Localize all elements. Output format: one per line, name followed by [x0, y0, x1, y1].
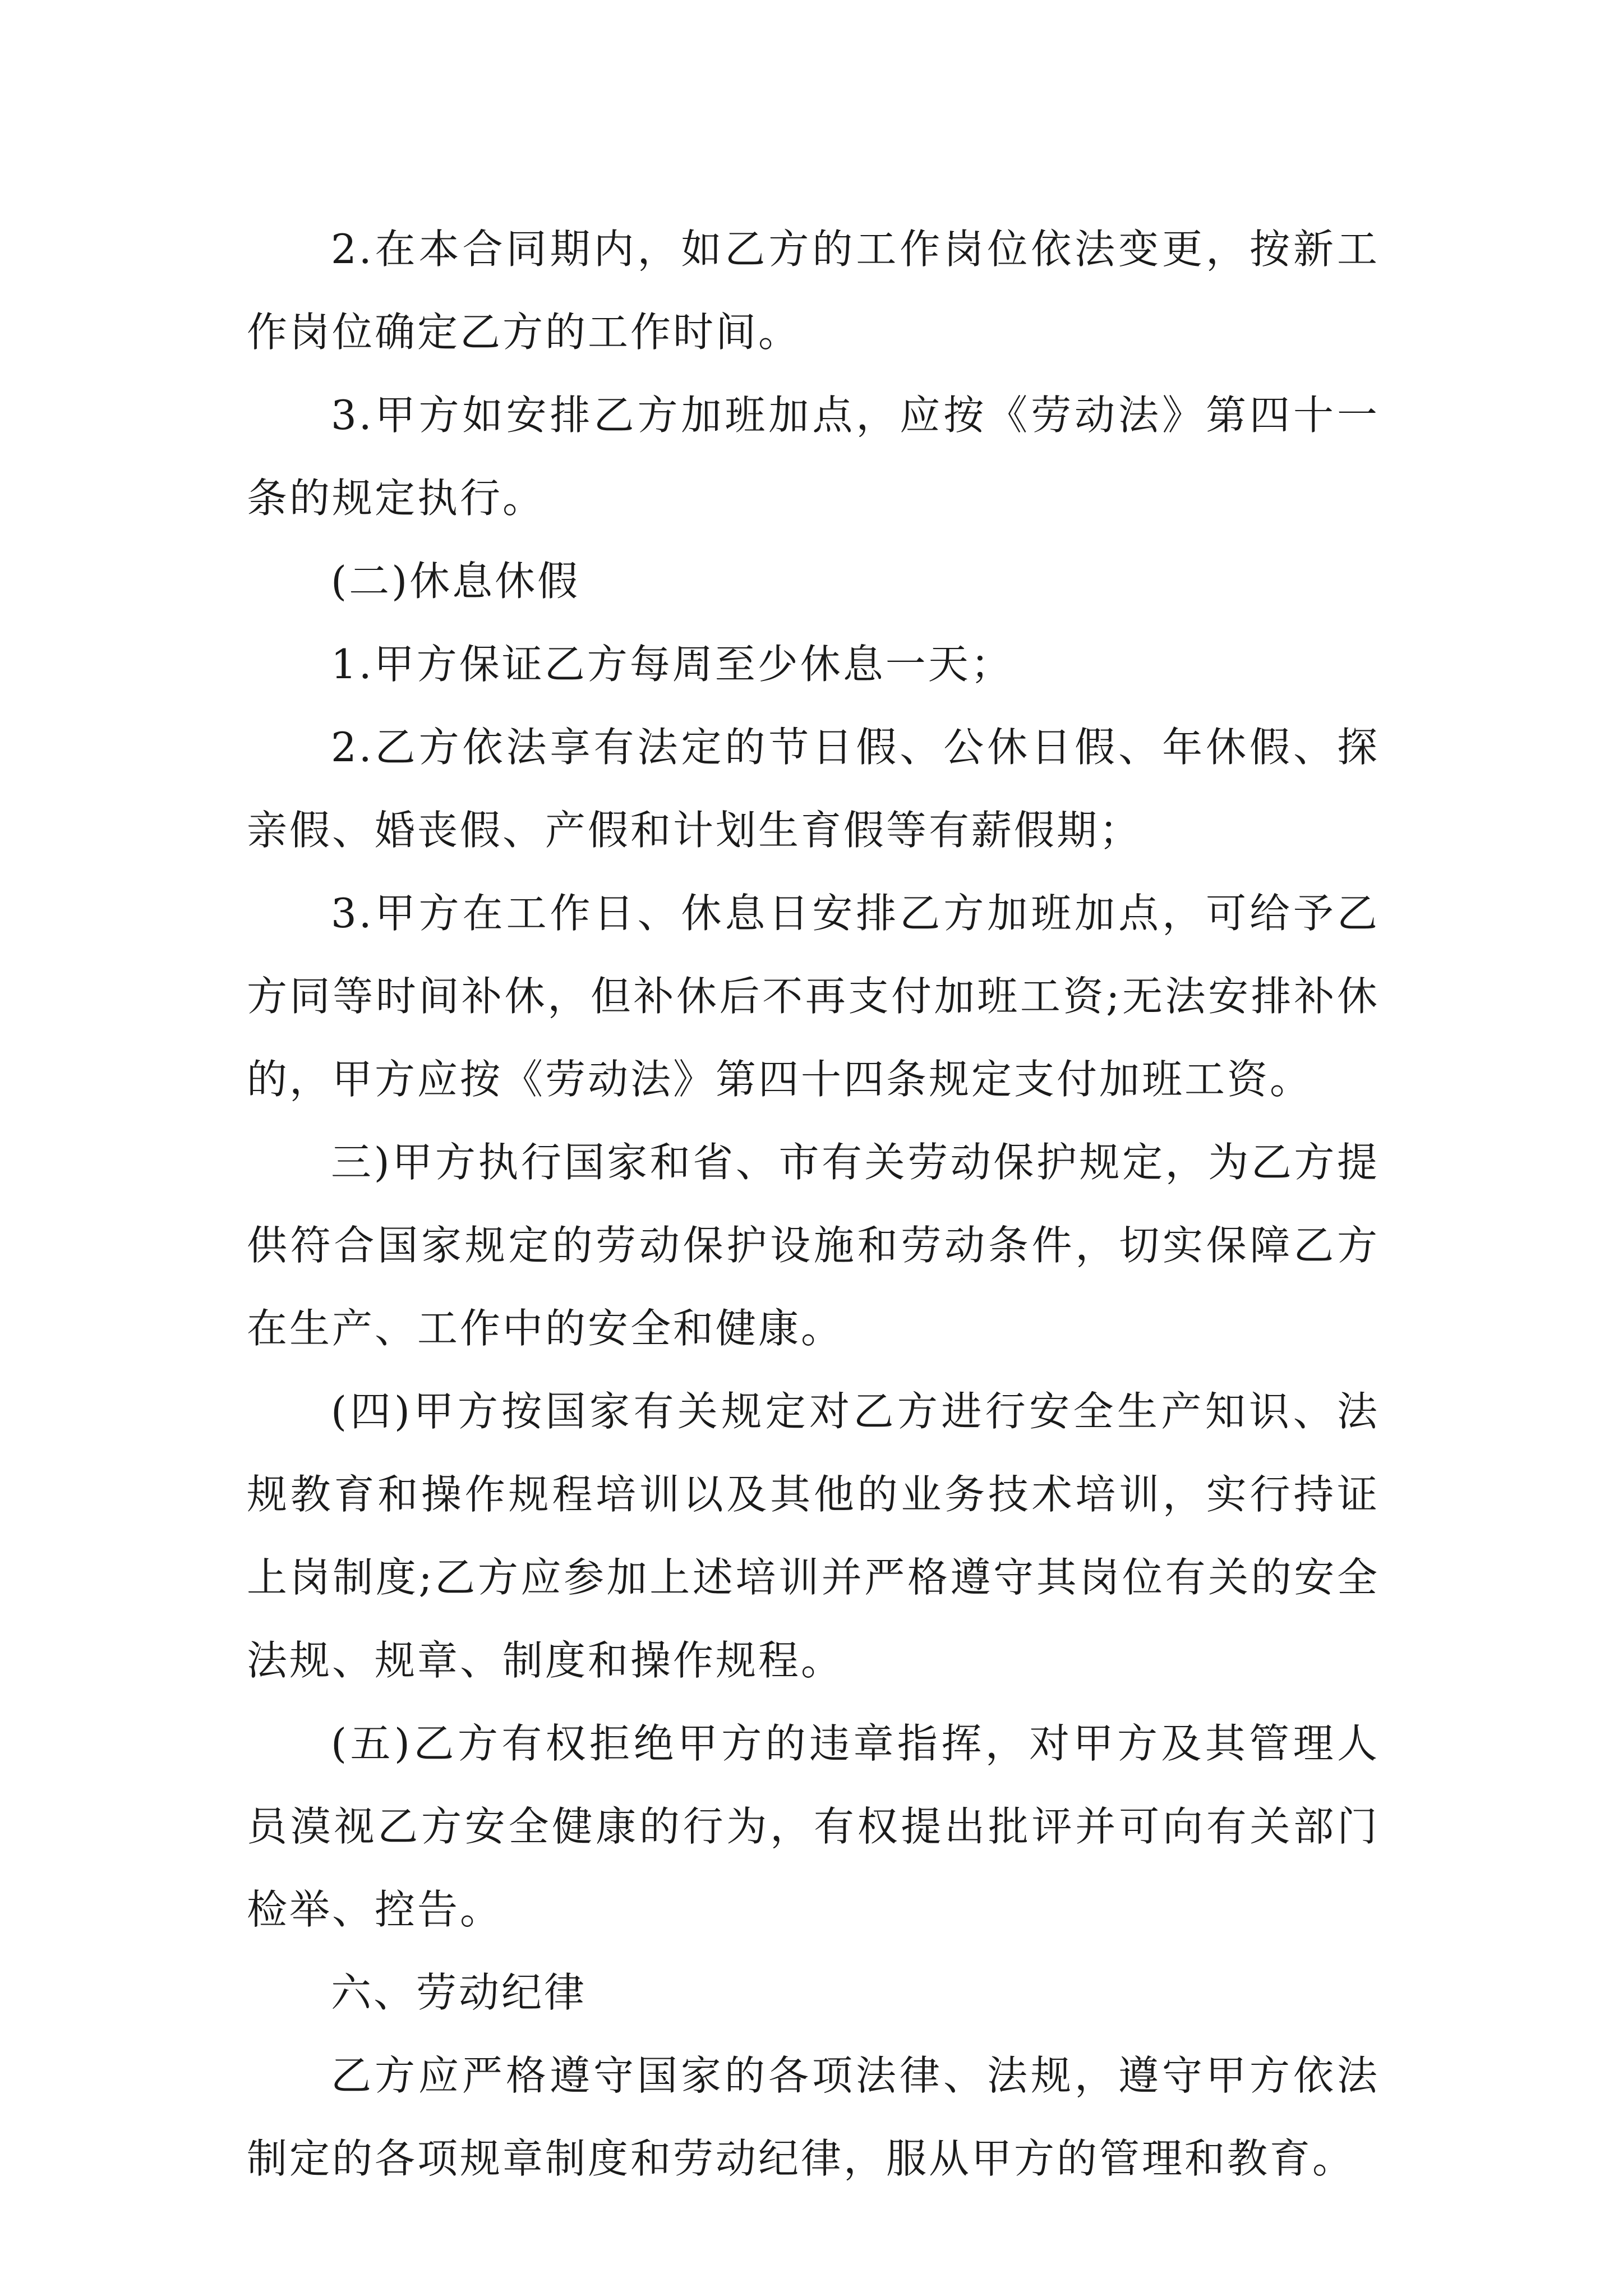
- paragraph-labor-protection: 三)甲方执行国家和省、市有关劳动保护规定，为乙方提供符合国家规定的劳动保护设施和劳动条件，切实保障乙方在生产、工作中的安全和健康。: [247, 1139, 1380, 1352]
- document-body: [247, 208, 1380, 2200]
- paragraph-overtime-rule: 3.甲方如安排乙方加班加点，应按《劳动法》第四十一条的规定执行。: [247, 392, 1380, 522]
- section-heading-labor-discipline: 六、劳动纪律: [331, 1969, 587, 2016]
- paragraph-safety-training: (四)甲方按国家有关规定对乙方进行安全生产知识、法规教育和操作规程培训以及其他的业务技术培训，实行持证上岗制度;乙方应参加上述培训并严格遵守其岗位有关的安全法规、规章、制度和操作规程。: [247, 1388, 1380, 1684]
- paragraph-compensatory-leave: 3.甲方在工作日、休息日安排乙方加班加点，可给予乙方同等时间补休，但补休后不再支付加班工资;无法安排补休的，甲方应按《劳动法》第四十四条规定支付加班工资。: [247, 890, 1380, 1103]
- paragraph-paid-holidays: 2.乙方依法享有法定的节日假、公休日假、年休假、探亲假、婚丧假、产假和计划生育假等有薪假期；: [247, 724, 1380, 854]
- section-heading-rest-leave: (二)休息休假: [331, 558, 580, 605]
- paragraph-weekly-rest: 1.甲方保证乙方每周至少休息一天；: [331, 641, 1013, 688]
- paragraph-work-time-change: 2.在本合同期内，如乙方的工作岗位依法变更，按新工作岗位确定乙方的工作时间。: [247, 226, 1380, 356]
- paragraph-discipline-compliance: 乙方应严格遵守国家的各项法律、法规，遵守甲方依法制定的各项规章制度和劳动纪律，服从甲方的管理和教育。: [247, 2052, 1380, 2182]
- paragraph-refuse-violation: (五)乙方有权拒绝甲方的违章指挥，对甲方及其管理人员漠视乙方安全健康的行为，有权提出批评并可向有关部门检举、控告。: [247, 1720, 1380, 1933]
